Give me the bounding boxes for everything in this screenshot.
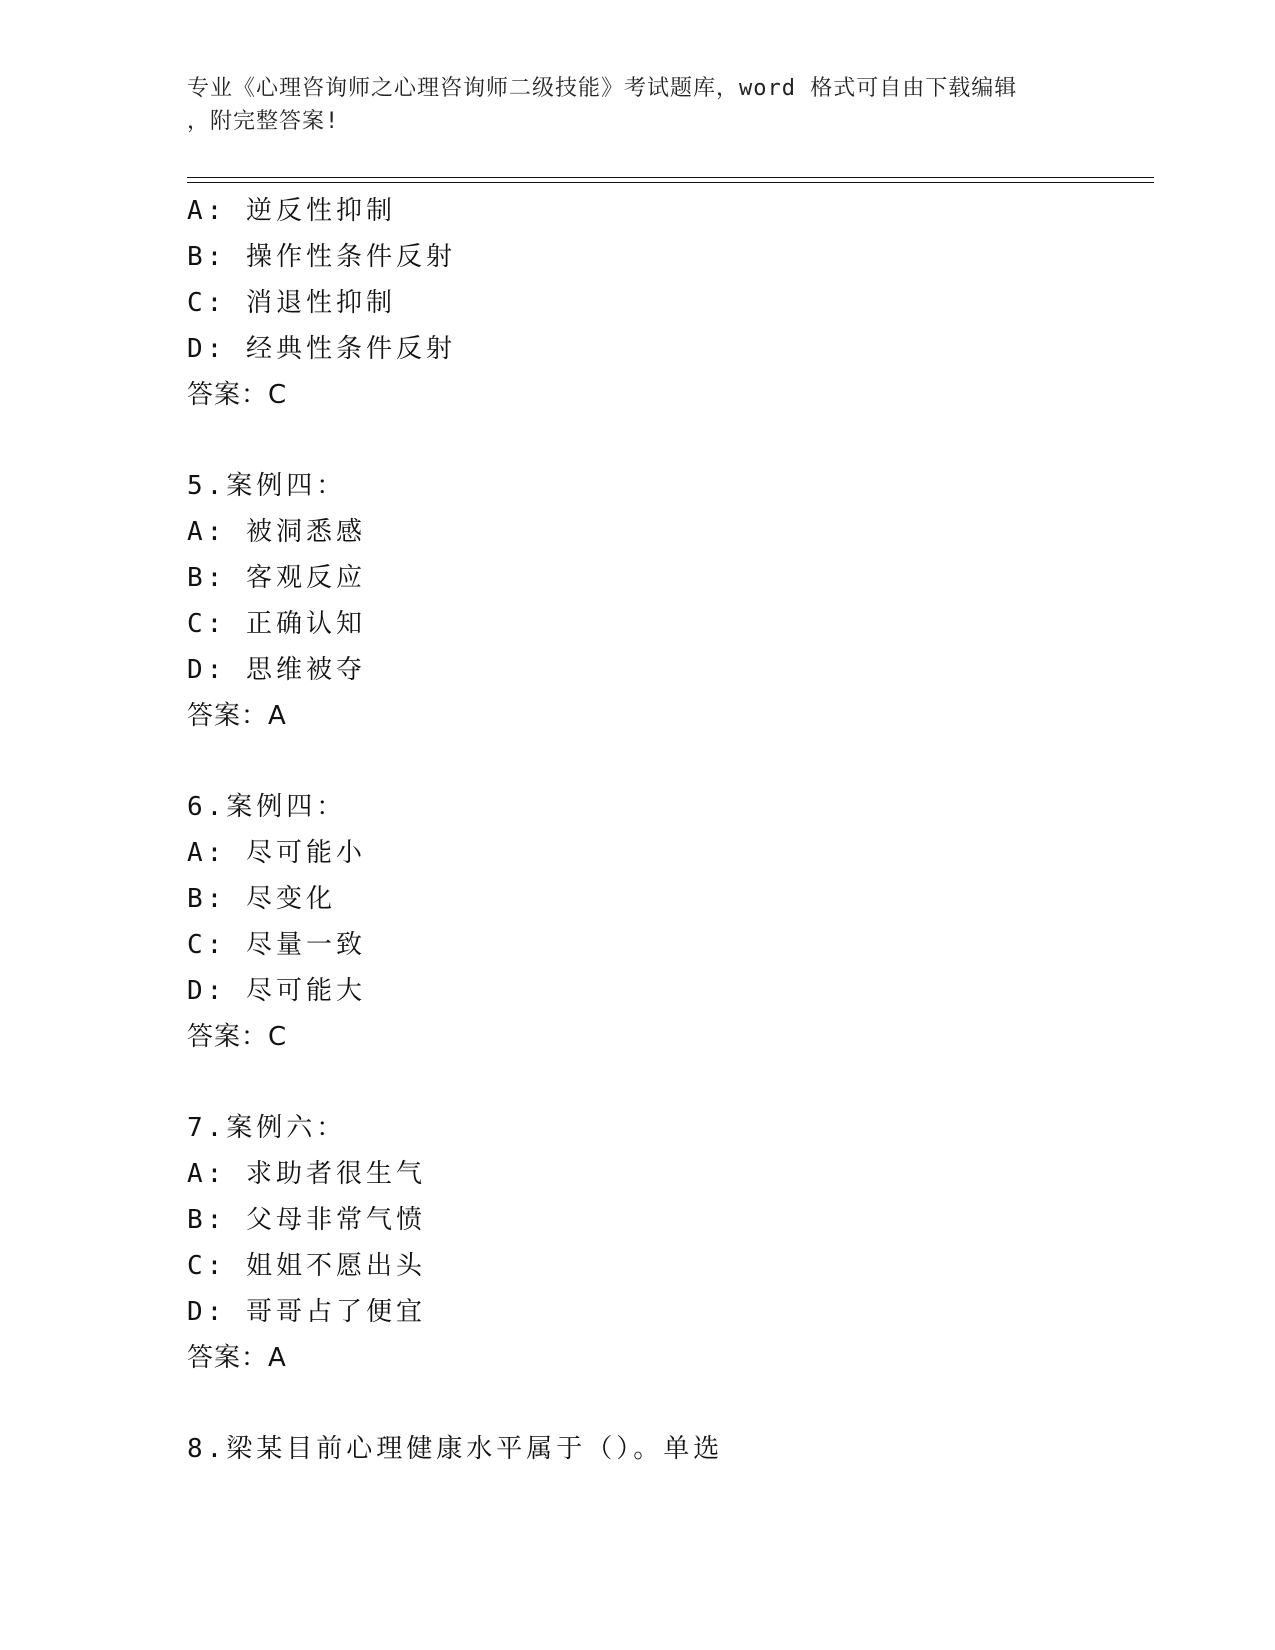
header-divider-bottom: [187, 182, 1154, 183]
option-d: D: 经典性条件反射: [187, 334, 456, 364]
question-4-block: [187, 188, 1147, 418]
option-d: D: 思维被夺: [187, 655, 366, 685]
question-list: [187, 188, 1147, 1472]
option-a: A: 尽可能小: [187, 838, 366, 868]
option-c: C: 消退性抑制: [187, 288, 396, 318]
option-d: D: 哥哥占了便宜: [187, 1297, 426, 1327]
answer-line: 答案：A: [187, 701, 287, 731]
question-5-block: [187, 463, 1147, 739]
spacer: [187, 739, 1147, 784]
option-b: B: 客观反应: [187, 563, 366, 593]
option-c: C: 姐姐不愿出头: [187, 1251, 426, 1281]
answer-line: 答案：A: [187, 1343, 287, 1373]
option-a: A: 求助者很生气: [187, 1159, 426, 1189]
question-title: 6.案例四：: [187, 792, 347, 822]
answer-line: 答案：C: [187, 380, 288, 410]
option-b: B: 操作性条件反射: [187, 242, 456, 272]
spacer: [187, 418, 1147, 463]
header-divider-top: [187, 177, 1154, 178]
spacer: [187, 1060, 1147, 1105]
question-title: 8.梁某目前心理健康水平属于（）。单选: [187, 1434, 724, 1464]
option-a: A: 被洞悉感: [187, 517, 366, 547]
question-title: 7.案例六：: [187, 1113, 347, 1143]
question-6-block: [187, 784, 1147, 1060]
option-d: D: 尽可能大: [187, 976, 366, 1006]
option-c: C: 尽量一致: [187, 930, 366, 960]
question-8-block: [187, 1426, 1147, 1472]
header-line-1: 专业《心理咨询师之心理咨询师二级技能》考试题库，word 格式可自由下载编辑: [187, 76, 1018, 101]
option-a: A: 逆反性抑制: [187, 196, 396, 226]
question-title: 5.案例四：: [187, 471, 347, 501]
option-b: B: 父母非常气愤: [187, 1205, 426, 1235]
answer-line: 答案：C: [187, 1022, 288, 1052]
question-7-block: [187, 1105, 1147, 1381]
document-header: [187, 72, 1087, 138]
option-c: C: 正确认知: [187, 609, 366, 639]
option-b: B: 尽变化: [187, 884, 336, 914]
spacer: [187, 1381, 1147, 1426]
header-line-2: ，附完整答案!: [187, 109, 340, 134]
